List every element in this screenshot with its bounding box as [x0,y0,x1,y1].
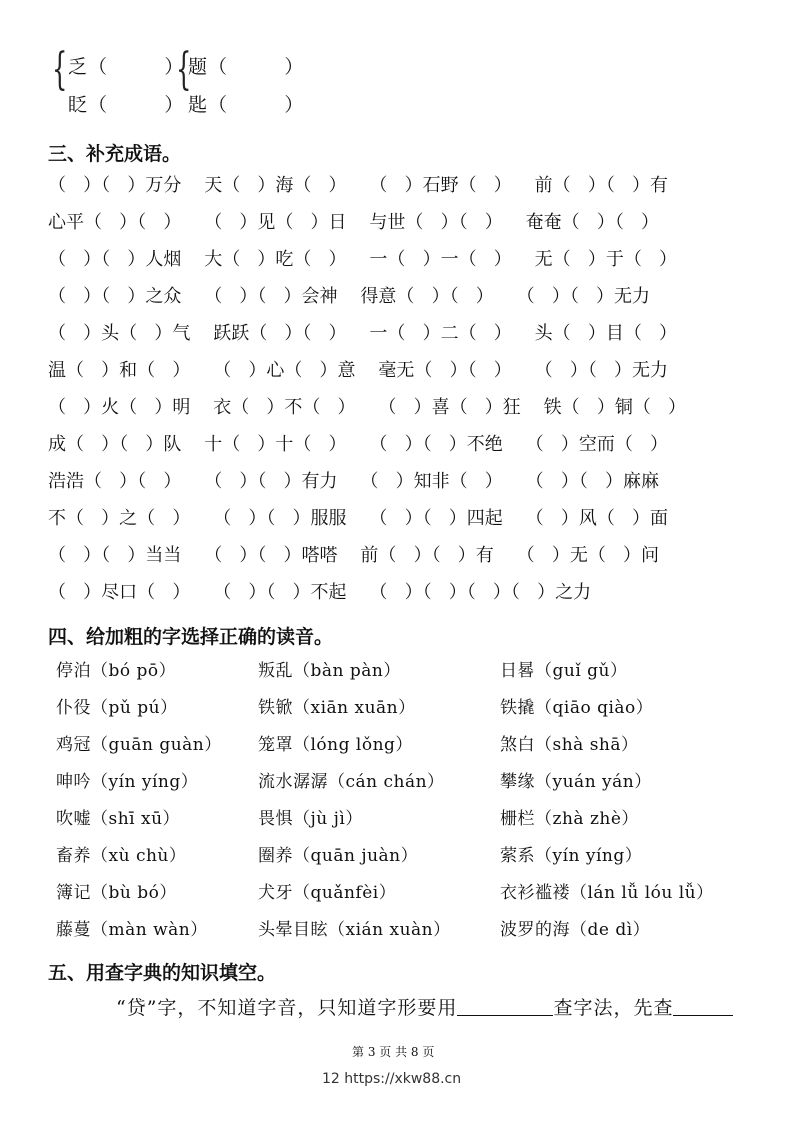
right-brace: { [176,44,192,95]
fill-blank-1[interactable] [457,1014,553,1016]
pinyin-item: 藤蔓（màn wàn） [56,920,208,940]
pinyin-item: 圈养（quān juàn） [258,846,419,866]
idiom-row: （ ）火（ ）明 衣（ ）不（ ） （ ）喜（ ）狂 铁（ ）铜（ ） [48,397,686,418]
pinyin-item: 畏惧（jù jì） [258,809,363,829]
section5-text-a: “贷”字，不知道字音，只知道字形要用 [116,997,458,1019]
pinyin-item: 铁锨（xiān xuān） [258,698,416,718]
idiom-row: （ ）（ ）之众 （ ）（ ）会神 得意（ ）（ ） （ ）（ ）无力 [48,286,650,307]
pinyin-item: 栅栏（zhà zhè） [500,809,639,829]
idiom-row: 温（ ）和（ ） （ ）心（ ）意 毫无（ ）（ ） （ ）（ ）无力 [48,360,668,381]
section5-line [116,993,733,1020]
pair-left-2: 眨（ ） [68,94,185,116]
fill-blank-2[interactable] [673,1014,733,1016]
idiom-row: （ ）（ ）万分 天（ ）海（ ） （ ）石野（ ） 前（ ）（ ）有 [48,175,668,196]
page-number: 第 3 页 共 8 页 [352,1045,435,1059]
pinyin-item: 头晕目眩（xián xuàn） [258,920,451,940]
idiom-row: 浩浩（ ）（ ） （ ）（ ）有力 （ ）知非（ ） （ ）（ ）麻麻 [48,471,659,492]
section5-text-b: 查字法，先查 [553,997,674,1019]
pinyin-item: 衣衫褴褛（lán lǚ lóu lǚ） [500,883,714,903]
idiom-row: 心平（ ）（ ） （ ）见（ ）日 与世（ ）（ ） 奄奄（ ）（ ） [48,212,659,233]
section5-heading: 五、用查字典的知识填空。 [48,962,277,984]
pinyin-item: 畜养（xù chù） [56,846,187,866]
pinyin-item: 攀缘（yuán yán） [500,772,652,792]
pair-right-1: 题（ ） [188,56,305,78]
pinyin-item: 萦系（yín yíng） [500,846,643,866]
section4-heading: 四、给加粗的字选择正确的读音。 [48,626,334,648]
idiom-row: （ ）（ ）人烟 大（ ）吃（ ） 一（ ）一（ ） 无（ ）于（ ） [48,249,677,270]
pinyin-item: 叛乱（bàn pàn） [258,661,401,681]
idiom-row: （ ）头（ ）气 跃跃（ ）（ ） 一（ ）二（ ） 头（ ）目（ ） [48,323,677,344]
idiom-row: （ ）（ ）当当 （ ）（ ）嗒嗒 前（ ）（ ）有 （ ）无（ ）问 [48,545,659,566]
section3-heading: 三、补充成语。 [48,143,182,165]
pinyin-item: 呻吟（yín yíng） [56,772,199,792]
pinyin-item: 停泊（bó pō） [56,661,177,681]
pinyin-item: 波罗的海（de dì） [500,920,651,940]
left-brace: { [52,44,68,95]
site-watermark: 12 https://xkw88.cn [322,1071,462,1087]
pinyin-item: 鸡冠（guān guàn） [56,735,222,755]
pinyin-item: 铁撬（qiāo qiào） [500,698,654,718]
idiom-row: （ ）尽口（ ） （ ）（ ）不起 （ ）（ ）（ ）（ ）之力 [48,582,592,603]
pinyin-item: 吹嘘（shī xū） [56,809,181,829]
pinyin-item: 日晷（guǐ gǔ） [500,661,628,681]
pinyin-item: 犬牙（quǎnfèi） [258,883,397,903]
idiom-row: 成（ ）（ ）队 十（ ）十（ ） （ ）（ ）不绝 （ ）空而（ ） [48,434,668,455]
pinyin-item: 流水潺潺（cán chán） [258,772,445,792]
pair-right-2: 匙（ ） [188,94,305,116]
pinyin-item: 煞白（shà shā） [500,735,639,755]
pinyin-item: 簿记（bù bó） [56,883,177,903]
pinyin-item: 笼罩（lóng lǒng） [258,735,413,755]
idiom-row: 不（ ）之（ ） （ ）（ ）服服 （ ）（ ）四起 （ ）风（ ）面 [48,508,668,529]
pair-left-1: 乏（ ） [68,56,185,78]
pinyin-item: 仆役（pǔ pú） [56,698,178,718]
